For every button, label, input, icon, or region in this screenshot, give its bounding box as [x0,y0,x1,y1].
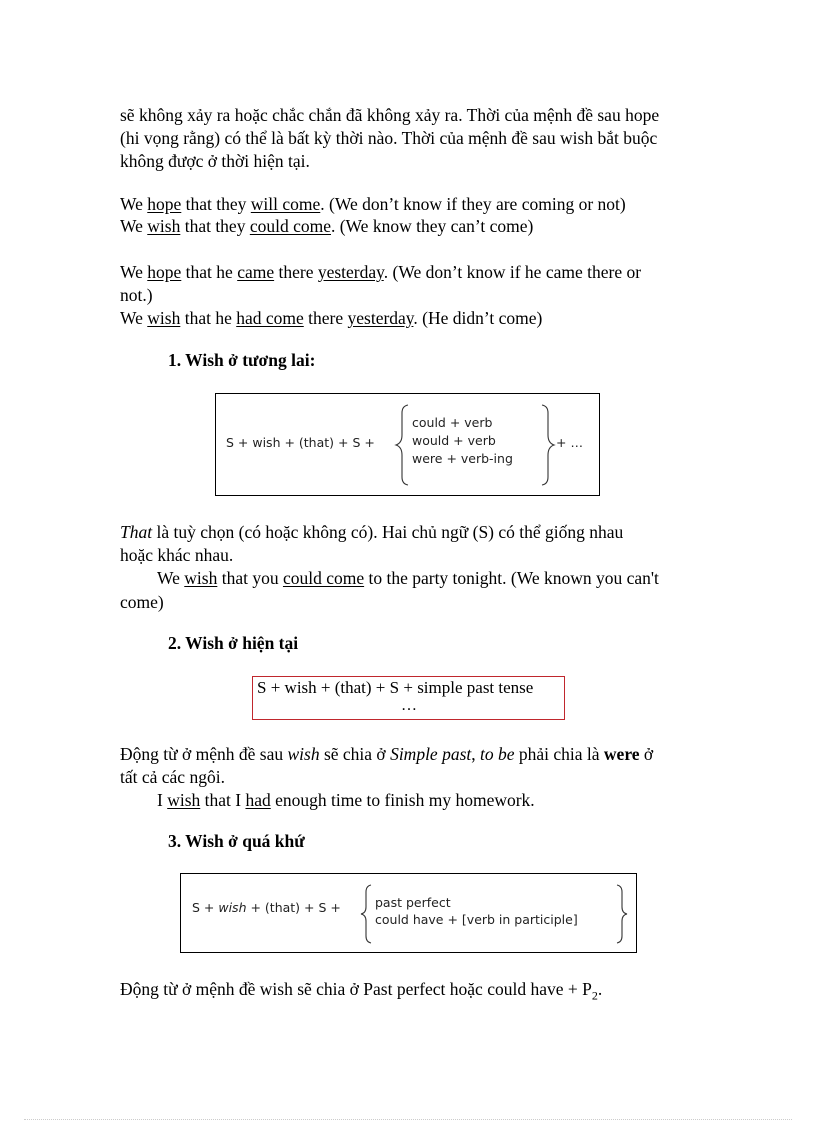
example-hope-past: We hope that he came there yesterday. (We don’t know if he came there or [120,262,642,282]
formula-present-line-2: … [401,697,417,714]
note-past: Động từ ở mệnh đề wish sẽ chia ở Past perfect hoặc could have + $P_2$. [120,979,603,1003]
section-1-heading: 1. Wish ở tương lai: [168,350,316,370]
note-present-cont: tất cả các ngôi. [120,767,225,787]
left-brace-icon [392,403,414,487]
example-hope-future: We hope that they will come. (We don’t know if they are coming or not) [120,194,626,214]
section-2-heading: 2. Wish ở hiện tại [168,633,299,653]
formula-past-box [180,873,637,953]
formula-past-lhs: S + wish + (that) + S + [192,900,341,915]
left-brace-icon [357,883,377,945]
example-wish-future: We wish that they could come. (We know they can’t come) [120,216,534,236]
page-bottom-rule [24,1119,792,1120]
intro-line-1: sẽ không xảy ra hoặc chắc chắn đã không xảy ra. Thời của mệnh đề sau hope [120,105,660,125]
example-wish-had: I wish that I had enough time to finish my homework. [157,790,535,810]
right-brace-icon [613,883,633,945]
intro-line-2: (hi vọng rằng) có thể là bất kỳ thời nào. Thời của mệnh đề sau wish bắt buộc [120,128,658,148]
formula-future-lhs: S + wish + (that) + S + [226,435,375,450]
formula-future-option-1: could + verb [412,415,493,430]
note-present: Động từ ở mệnh đề sau wish sẽ chia ở Simple past, to be phải chia là were ở [120,744,654,764]
formula-future-box [215,393,600,496]
example-wish-could-come: We wish that you could come to the party tonight. (We known you can't [157,568,659,588]
formula-future-option-2: would + verb [412,433,496,448]
example-wish-past: We wish that he had come there yesterday. (He didn’t come) [120,308,543,328]
example-hope-past-cont: not.) [120,285,153,305]
formula-present-line-1: S + wish + (that) + S + simple past tense [257,678,534,697]
formula-past-option-1: past perfect [375,895,451,910]
formula-future-option-3: were + verb-ing [412,451,513,466]
intro-line-3: không được ở thời hiện tại. [120,151,310,171]
note-that-optional-cont: hoặc khác nhau. [120,545,234,565]
section-3-heading: 3. Wish ở quá khứ [168,831,305,851]
note-that-optional: That là tuỳ chọn (có hoặc không có). Hai chủ ngữ (S) có thể giống nhau [120,522,624,542]
formula-present-box [252,676,565,720]
example-wish-could-come-cont: come) [120,592,164,612]
formula-past-option-2: could have + [verb in participle] [375,912,578,927]
formula-future-rhs: + … [556,435,583,450]
